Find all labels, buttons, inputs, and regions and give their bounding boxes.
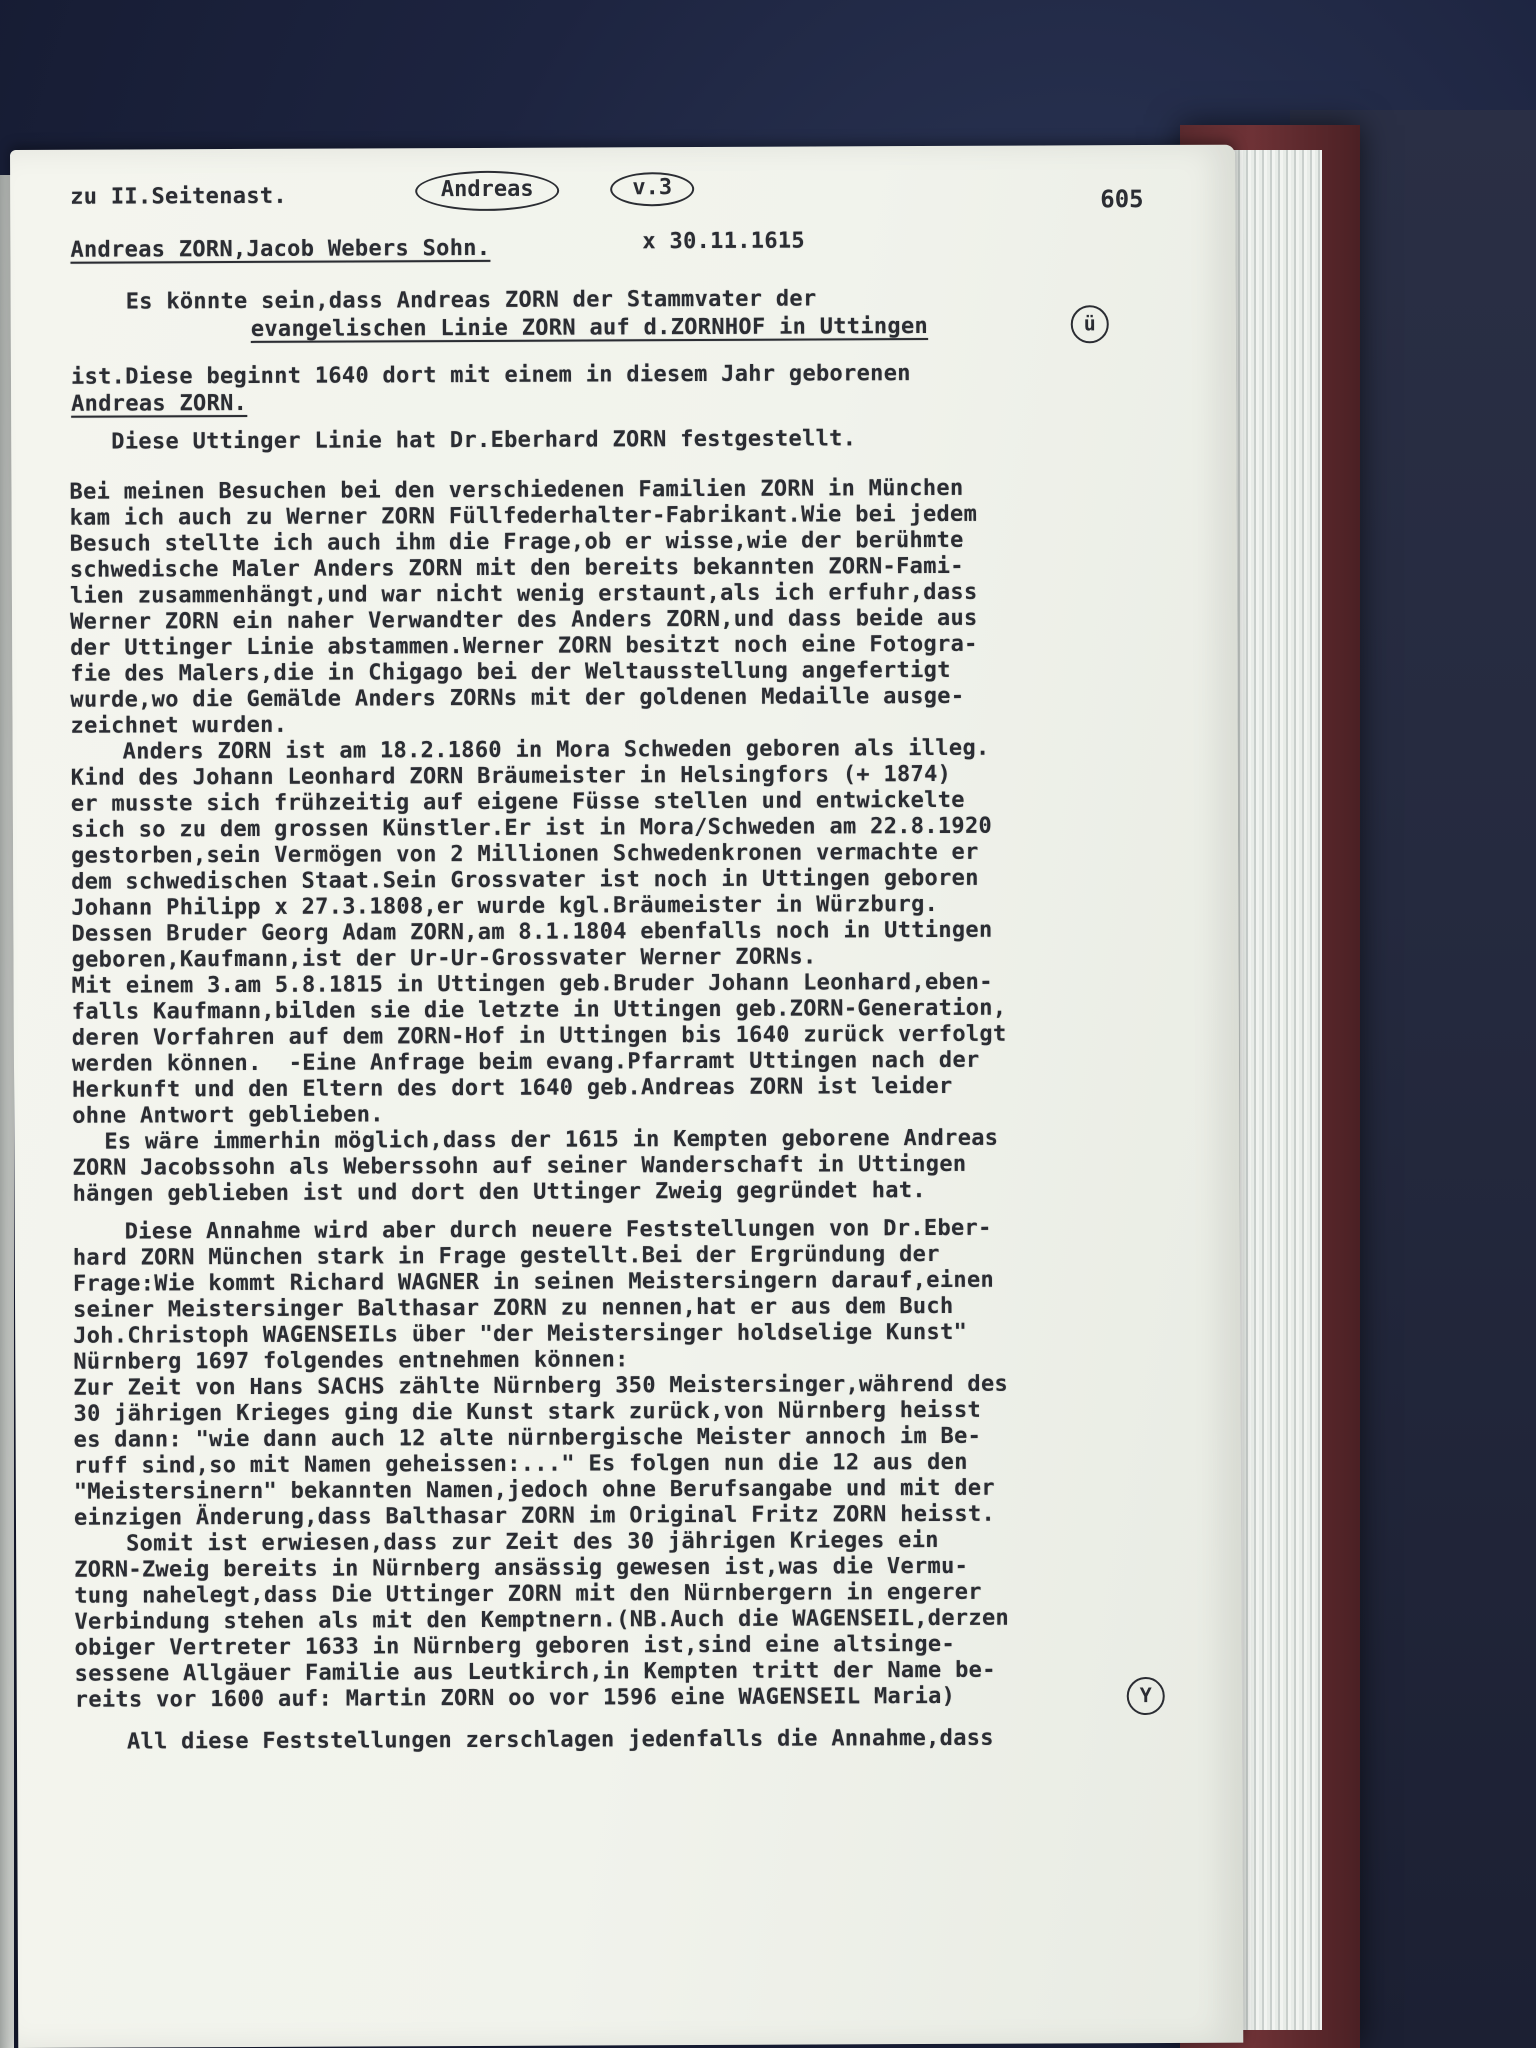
text-line: gestorben,sein Vermögen von 2 Millionen Schwedenkronen vermachte er [71, 839, 979, 869]
text-line: Es wäre immerhin möglich,dass der 1615 in Kempten geborene Andreas [104, 1125, 999, 1155]
text-line: Andreas ZORN. [71, 390, 248, 417]
text-line: der Uttinger Linie abstammen.Werner ZORN besitzt noch eine Fotogra- [70, 631, 978, 661]
text-line: Mit einem 3.am 5.8.1815 in Uttingen geb.Bruder Johann Leonhard,eben- [71, 969, 993, 999]
text-line: All diese Feststellungen zerschlagen jedenfalls die Annahme,dass [126, 1725, 994, 1755]
text-line: schwedische Maler Anders ZORN mit den bereits bekannten ZORN-Fami- [69, 553, 964, 583]
text-line: sich so zu dem grossen Künstler.Er ist in Mora/Schweden am 22.8.1920 [70, 813, 993, 843]
text-line: einzigen Änderung,dass Balthasar ZORN im Original Fritz ZORN heisst. [73, 1501, 996, 1531]
text-line: ZORN Jacobssohn als Weberssohn auf seiner Wanderschaft in Uttingen [72, 1151, 967, 1181]
text-line: Frage:Wie kommt Richard WAGNER in seinen Meistersingern darauf,einen [72, 1267, 995, 1297]
text-line: 30 jährigen Krieges ging die Kunst stark zurück,von Nürnberg heisst [73, 1397, 982, 1427]
text-line: tung nahelegt,dass Die Uttinger ZORN mit den Nürnbergern in engerer [74, 1579, 982, 1609]
y-mark-circle: Y [1127, 1677, 1165, 1715]
page-number: 605 [1100, 185, 1144, 214]
text-line: Es könnte sein,dass Andreas ZORN der Stammvater der [125, 286, 817, 315]
text-line: ist.Diese beginnt 1640 dort mit einem in diesem Jahr geborenen [70, 361, 911, 390]
text-line: sessene Allgäuer Familie aus Leutkirch,in Kempten tritt der Name be- [74, 1657, 996, 1687]
text-line: hängen geblieben ist und dort den Uttinger Zweig gegründet hat. [72, 1178, 926, 1207]
text-line: ruff sind,so mit Namen geheissen:..." Es folgen nun die 12 aus den [73, 1449, 968, 1479]
text-line: ZORN-Zweig bereits in Nürnberg ansässig gewesen ist,was die Vermu- [74, 1553, 969, 1583]
text-line: kam ich auch zu Werner ZORN Füllfederhalter-Fabrikant.Wie bei jedem [69, 501, 978, 531]
text-line: werden können. -Eine Anfrage beim evang.Pfarramt Uttingen nach der [71, 1047, 980, 1077]
text-line: Kind des Johann Leonhard ZORN Bräumeister in Helsingfors (+ 1874) [70, 761, 952, 791]
text-line: Besuch stellte ich auch ihm die Frage,ob er wisse,wie der berühmte [69, 527, 964, 557]
text-line: zeichnet wurden. [70, 712, 288, 739]
text-line: hard ZORN München stark in Frage gestellt.Bei der Ergründung der [72, 1241, 940, 1271]
text-line: ohne Antwort geblieben. [72, 1102, 384, 1129]
text-line: Joh.Christoph WAGENSEILs über "der Meistersinger holdselige Kunst" [73, 1319, 968, 1349]
text-line: Verbindung stehen als mit den Kemptnern.(NB.Auch die WAGENSEIL,derzen [74, 1605, 1010, 1635]
title-name: Andreas ZORN,Jacob Webers Sohn. [70, 235, 491, 263]
text-line: Werner ZORN ein naher Verwandter des Anders ZORN,und dass beide aus [70, 605, 978, 635]
text-line: Zur Zeit von Hans SACHS zählte Nürnberg 350 Meistersinger,während des [73, 1371, 1009, 1401]
ue-mark-circle: ü [1071, 305, 1109, 343]
text-line: obiger Vertreter 1633 in Nürnberg geboren ist,sind eine altsinge- [74, 1631, 956, 1661]
text-line: Bei meinen Besuchen bei den verschiedenen Familien ZORN in München [69, 475, 964, 505]
text-line: seiner Meistersinger Balthasar ZORN zu nennen,hat er aus dem Buch [73, 1293, 954, 1323]
text-line: Anders ZORN ist am 18.2.1860 in Mora Schweden geboren als illeg. [122, 735, 990, 765]
text-line: Diese Annahme wird aber durch neuere Feststellungen von Dr.Eber- [124, 1215, 992, 1245]
text-line: dem schwedischen Staat.Sein Grossvater ist noch in Uttingen geboren [71, 865, 979, 895]
text-line: fie des Malers,die in Chigago bei der Weltausstellung angefertigt [70, 657, 951, 687]
text-line: Somit ist erwiesen,dass zur Zeit des 30 jährigen Krieges ein [126, 1527, 939, 1557]
text-line: Nürnberg 1697 folgendes entnehmen können: [73, 1347, 629, 1375]
text-line: er musste sich frühzeitig auf eigene Füsse stellen und entwickelte [70, 787, 965, 817]
text-line: "Meistersinern" bekannten Namen,jedoch ohne Berufsangabe und mit der [73, 1475, 995, 1505]
text-line: wurde,wo die Gemälde Anders ZORNs mit der goldenen Medaille ausge- [70, 683, 965, 713]
text-line: geboren,Kaufmann,ist der Ur-Ur-Grossvater Werner ZORNs. [71, 944, 817, 973]
version-mark-oval: v.3 [610, 172, 694, 206]
text-line: reits vor 1600 auf: Martin ZORN oo vor 1596 eine WAGENSEIL Maria) [74, 1683, 956, 1713]
document-page [10, 145, 1243, 2048]
text-line: Herkunft und den Eltern des dort 1640 geb.Andreas ZORN ist leider [72, 1073, 953, 1103]
text-line: lien zusammenhängt,und war nicht wenig erstaunt,als ich erfuhr,dass [69, 579, 978, 609]
text-line: deren Vorfahren auf dem ZORN-Hof in Uttingen bis 1640 zurück verfolgt [71, 1021, 1007, 1051]
section-header: zu II.Seitenast. [70, 183, 287, 210]
name-mark-oval: Andreas [415, 171, 559, 212]
text-line: falls Kaufmann,bilden sie die letzte in Uttingen geb.ZORN-Generation, [71, 995, 1007, 1025]
text-line: evangelischen Linie ZORN auf d.ZORNHOF in Uttingen [250, 313, 929, 342]
title-date: x 30.11.1615 [642, 228, 806, 255]
text-line: Dessen Bruder Georg Adam ZORN,am 8.1.1804 ebenfalls noch in Uttingen [71, 917, 993, 947]
text-line: Johann Philipp x 27.3.1808,er wurde kgl.Bräumeister in Würzburg. [71, 891, 939, 921]
text-line: es dann: "wie dann auch 12 alte nürnbergische Meister annoch im Be- [73, 1423, 982, 1453]
text-line: Diese Uttinger Linie hat Dr.Eberhard ZORN festgestellt. [111, 426, 857, 455]
